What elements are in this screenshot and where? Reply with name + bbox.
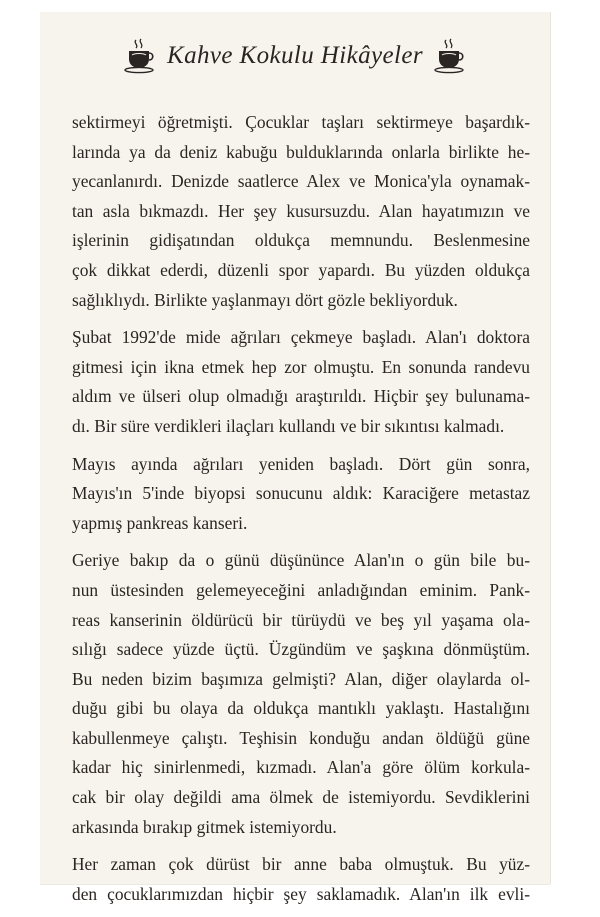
text-line: Şubat 1992'de mide ağrıları çekmeye başladı. Alan'ı doktora	[72, 327, 530, 348]
text-line: Geriye bakıp da o günü düşününce Alan'ın o gün bile bu-	[72, 550, 530, 571]
body-text	[72, 108, 530, 917]
text-line: larında ya da deniz kabuğu bulduklarında onlarla birlikte he-	[72, 141, 530, 162]
text-line: sektirmeyi öğretmişti. Çocuklar taşları sektirmeye başardık-	[72, 112, 530, 132]
text-line: Mayıs'ın 5'inde biyopsi sonucunu aldık: Karaciğere metastaz	[72, 483, 530, 504]
text-line: gitmesi için ikna etmek hep zor olmuştu. En sonunda randevu	[72, 356, 530, 377]
paragraph	[72, 546, 530, 842]
paragraph	[72, 450, 530, 539]
paragraph	[72, 850, 530, 909]
text-line: kabullenmeye çalıştı. Teşhisin konduğu andan öldüğü güne	[72, 727, 530, 748]
coffee-cup-icon	[123, 38, 157, 74]
text-line: reas kanserinin öldürücü bir türüydü ve beş yıl yaşama ola-	[72, 609, 530, 630]
text-line: sağlıklıydı. Birlikte yaşlanmayı dört gözle bekliyorduk.	[72, 289, 458, 310]
book-page	[40, 12, 550, 904]
text-line: Her zaman çok dürüst bir anne baba olmuştuk. Bu yüz-	[72, 854, 530, 875]
running-header	[40, 30, 550, 82]
running-title: Kahve Kokulu Hikâyeler	[167, 42, 423, 69]
text-line: kadar hiç sinirlenmedi, kızmadı. Alan'a göre ölüm korkula-	[72, 757, 530, 778]
text-line: işlerinin gidişatından oldukça memnundu. Beslenmesine	[72, 230, 530, 251]
text-line: arkasında bırakıp gitmek istemiyordu.	[72, 816, 337, 837]
text-line: dı. Bir süre verdikleri ilaçları kullandı ve bir sıkıntısı kalmadı.	[72, 415, 505, 436]
text-line: duğu gibi bu olaya da oldukça mantıklı yaklaştı. Hastalığını	[72, 698, 530, 719]
text-line: çok dikkat ederdi, düzenli spor yapardı. Bu yüzden oldukça	[72, 259, 530, 280]
text-line: yecanlanırdı. Denizde saatlerce Alex ve Monica'yla oynamak-	[72, 171, 530, 192]
text-line: aldım ve ülseri olup olmadığı araştırıldı. Hiçbir şey bulunama-	[72, 386, 530, 407]
paragraph	[72, 108, 530, 315]
text-line: Bu neden bizim başımıza gelmişti? Alan, diğer olaylarda ol-	[72, 668, 530, 689]
coffee-cup-icon	[433, 38, 467, 74]
text-line: tan asla bıkmazdı. Her şey kusursuzdu. Alan hayatımızın ve	[72, 200, 530, 221]
text-line: Mayıs ayında ağrıları yeniden başladı. Dört gün sonra,	[72, 453, 530, 474]
text-line: cak bir olay değildi ama ölmek de istemiyordu. Sevdiklerini	[72, 787, 530, 808]
text-line: yapmış pankreas kanseri.	[72, 512, 248, 533]
text-line: sılığı sadece yüzde üçtü. Üzgündüm ve şaşkına dönmüştüm.	[72, 639, 530, 660]
paragraph	[72, 323, 530, 441]
text-line: nun üstesinden gelemeyeceğini anladığından eminim. Pank-	[72, 579, 530, 600]
text-line: den çocuklarımızdan hiçbir şey saklamadık. Alan'ın ilk evli-	[72, 883, 530, 904]
